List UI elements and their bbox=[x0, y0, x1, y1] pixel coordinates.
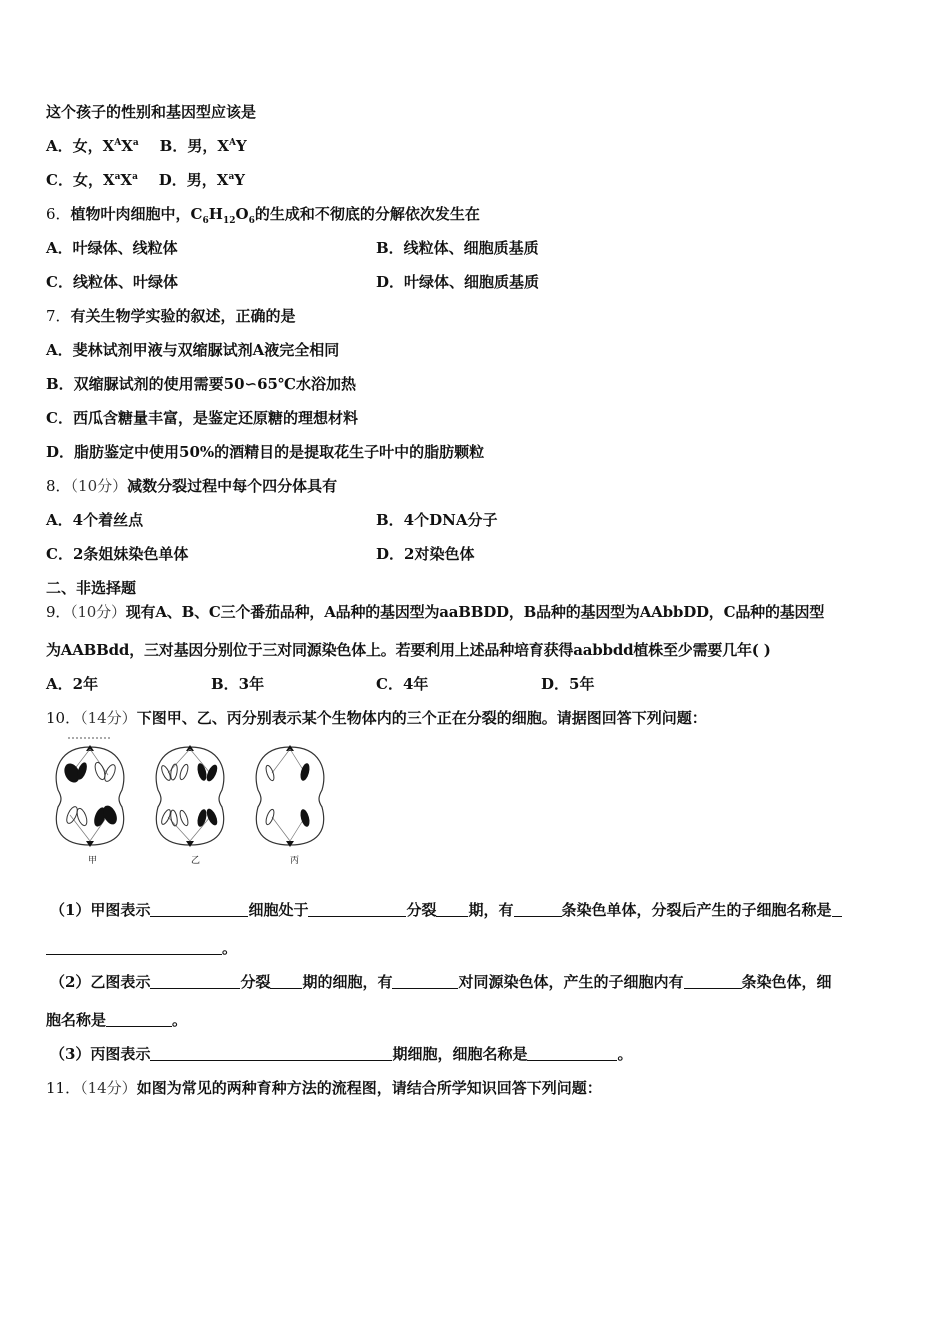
figure-label-jia: 甲 bbox=[88, 856, 98, 866]
blank-11[interactable] bbox=[150, 1046, 392, 1061]
q6-stem: 6．植物叶肉细胞中，$C_6H_{12}O_6$的生成和不彻底的分解依次发生在 bbox=[46, 205, 480, 226]
q7-stem: 7．有关生物学实验的叙述，正确的是 bbox=[46, 307, 296, 325]
q6-option-a: A．叶绿体、线粒体 bbox=[46, 239, 178, 257]
q6-option-d: D．叶绿体、细胞质基质 bbox=[376, 273, 540, 291]
figure-label-yi: 乙 bbox=[191, 856, 201, 866]
q7-option-c: C．西瓜含糖量丰富，是鉴定还原糖的理想材料 bbox=[46, 409, 358, 427]
q8-option-d: D．2对染色体 bbox=[376, 545, 475, 563]
cell-yi-illustration bbox=[150, 735, 230, 865]
q5-stem: 这个孩子的性别和基因型应该是 bbox=[46, 103, 257, 121]
q10-sub1-line2: 。 bbox=[46, 938, 237, 958]
cell-division-figure bbox=[50, 735, 330, 870]
q8-stem: 8．（10分）减数分裂过程中每个四分体具有 bbox=[46, 477, 338, 495]
q11-stem: 11．（14分）如图为常见的两种育种方法的流程图，请结合所学知识回答下列问题： bbox=[46, 1079, 602, 1097]
section-heading: 二、非选择题 bbox=[46, 579, 137, 597]
blank-1[interactable] bbox=[150, 902, 248, 917]
q7-option-b: B．双缩脲试剂的使用需要50∽65℃水浴加热 bbox=[46, 375, 356, 393]
blank-6[interactable] bbox=[150, 974, 240, 989]
q9-option-a: A．2年 bbox=[46, 675, 99, 693]
blank-3[interactable] bbox=[436, 902, 468, 917]
q7-option-a: A．斐林试剂甲液与双缩脲试剂A液完全相同 bbox=[46, 341, 340, 359]
blank-8[interactable] bbox=[392, 974, 458, 989]
q5-options-ab: A．女，$X^AX^a$ B．男，$X^AY$ bbox=[46, 137, 247, 155]
q6-option-c: C．线粒体、叶绿体 bbox=[46, 273, 178, 291]
q6-option-b: B．线粒体、细胞质基质 bbox=[376, 239, 539, 257]
blank-4[interactable] bbox=[514, 902, 562, 917]
q10-stem: 10．（14分）下图甲、乙、丙分别表示某个生物体内的三个正在分裂的细胞。请据图回答下列问题： bbox=[46, 709, 707, 727]
q9-stem-line2: 为AABBdd，三对基因分别位于三对同源染色体上。若要利用上述品种培育获得aabbdd植株至少需要几年( ) bbox=[46, 641, 771, 659]
cell-jia-illustration bbox=[50, 735, 130, 865]
blank-12[interactable] bbox=[527, 1046, 617, 1061]
blank-5b[interactable] bbox=[46, 940, 222, 955]
q9-option-b: B．3年 bbox=[211, 675, 265, 693]
q10-sub1-line1: （1）甲图表示 细胞处于 分裂 期，有 条染色单体，分裂后产生的子细胞名称是 bbox=[50, 900, 842, 920]
blank-10[interactable] bbox=[106, 1012, 172, 1027]
q9-stem-line1: 9．（10分）现有A、B、C三个番茄品种，A品种的基因型为aaBBDD，B品种的基因型为AAbbDD，C品种的基因型 bbox=[46, 603, 825, 621]
blank-2[interactable] bbox=[308, 902, 406, 917]
q8-option-a: A．4个着丝点 bbox=[46, 511, 144, 529]
q7-option-d: D．脂肪鉴定中使用50%的酒精目的是提取花生子叶中的脂肪颗粒 bbox=[46, 443, 485, 461]
blank-9[interactable] bbox=[684, 974, 742, 989]
q10-sub2-line1: （2）乙图表示 分裂 期的细胞，有 对同源染色体，产生的子细胞内有 条染色体，细 bbox=[50, 973, 832, 991]
cell-bing-illustration bbox=[250, 735, 330, 865]
q10-sub2-line2: 胞名称是 。 bbox=[46, 1011, 188, 1029]
q5-options-cd: C．女，$X^aX^a$ D．男，$X^aY$ bbox=[46, 171, 246, 189]
q9-option-c: C．4年 bbox=[376, 675, 429, 693]
q8-option-c: C．2条姐妹染色单体 bbox=[46, 545, 189, 563]
figure-label-bing: 丙 bbox=[290, 856, 300, 866]
blank-5a[interactable] bbox=[832, 902, 842, 917]
q9-option-d: D．5年 bbox=[541, 675, 595, 693]
blank-7[interactable] bbox=[270, 974, 302, 989]
q8-option-b: B．4个DNA分子 bbox=[376, 511, 498, 529]
q10-sub3: （3）丙图表示 期细胞，细胞名称是 。 bbox=[50, 1045, 633, 1063]
